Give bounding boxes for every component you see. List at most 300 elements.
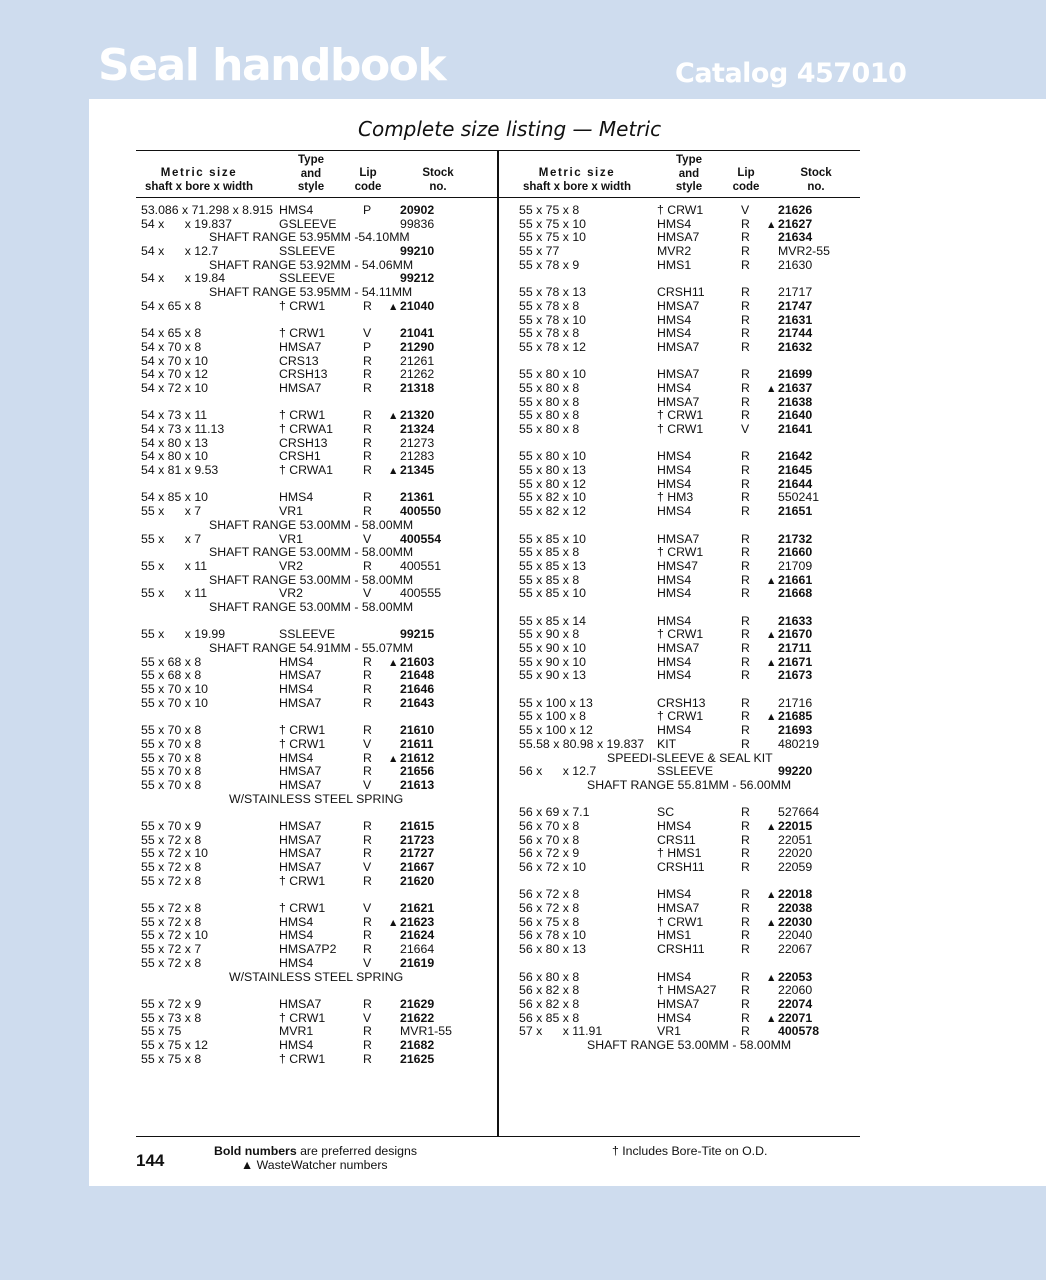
table-row — [519, 368, 864, 382]
wastewatcher-icon: ▲ — [766, 820, 777, 833]
note-text: SHAFT RANGE 53.95MM - 54.11MM — [209, 285, 413, 300]
type-cell: CRSH13 — [657, 695, 706, 710]
type-cell: HMS4 — [657, 504, 692, 519]
stock-cell — [766, 259, 812, 273]
type-cell: CRS13 — [279, 353, 319, 368]
group-spacer — [141, 710, 486, 724]
stock-cell — [388, 683, 434, 697]
group-spacer — [519, 957, 864, 971]
size-cell: 55 x 75 x 8 — [141, 1051, 202, 1066]
type-cell: MVR1 — [279, 1024, 314, 1039]
size-cell: 55 x 70 x 8 — [141, 777, 202, 792]
stock-cell — [766, 984, 812, 998]
type-cell: † CRW1 — [657, 709, 704, 724]
lip-cell: P — [363, 339, 372, 354]
type-cell: CRSH11 — [657, 860, 705, 874]
table-row — [519, 245, 864, 259]
size-cell: 55 x 75 x 10 — [519, 216, 586, 231]
stock-number: 21320 — [400, 408, 435, 423]
stock-number: 21747 — [778, 298, 813, 313]
type-cell: † CRW1 — [279, 723, 326, 738]
size-cell: 55 x 78 x 13 — [519, 285, 586, 300]
table-row — [141, 669, 486, 683]
stock-cell — [766, 615, 812, 629]
stock-number: 21619 — [400, 955, 435, 970]
table-row — [519, 450, 864, 464]
table-row — [519, 642, 864, 656]
lip-cell: R — [741, 983, 750, 998]
stock-number: 21613 — [400, 777, 435, 792]
stock-cell — [388, 738, 434, 752]
wastewatcher-legend: ▲ WasteWatcher numbers — [241, 1158, 388, 1172]
note-row — [519, 1039, 864, 1053]
stock-cell — [766, 423, 812, 437]
type-cell: HMS4 — [657, 654, 692, 669]
stock-number: 21643 — [400, 695, 435, 710]
lip-cell: R — [741, 463, 750, 478]
table-row — [141, 998, 486, 1012]
lip-cell: R — [741, 586, 750, 601]
lip-cell: R — [363, 723, 372, 738]
size-header: Metric size shaft x bore x width — [145, 167, 253, 193]
stock-number: 21671 — [778, 654, 813, 669]
table-row — [141, 423, 486, 437]
type-cell: HMSA7 — [279, 818, 322, 833]
type-cell: HMSA7 — [279, 380, 322, 395]
table-row — [141, 368, 486, 382]
table-row — [519, 546, 864, 560]
group-spacer — [141, 888, 486, 902]
type-cell: HMSA7 — [657, 901, 700, 916]
lip-header: Lip code — [732, 167, 760, 193]
type-cell: † CRW1 — [279, 901, 326, 916]
stock-cell — [388, 1053, 434, 1067]
stock-cell — [766, 806, 819, 820]
type-cell: SSLEEVE — [657, 764, 714, 779]
stock-number: 22030 — [778, 914, 813, 929]
stock-cell — [766, 669, 812, 683]
size-cell: 55 x 72 x 8 — [141, 914, 202, 929]
stock-number: 22074 — [778, 996, 813, 1011]
stock-cell — [388, 560, 441, 574]
stock-number: 400551 — [400, 558, 442, 573]
note-text: SHAFT RANGE 53.00MM - 58.00MM — [209, 517, 414, 532]
note-text: W/STAINLESS STEEL SPRING — [229, 791, 404, 806]
size-cell: 54 x 65 x 8 — [141, 326, 202, 341]
table-row — [141, 779, 486, 793]
type-cell: HMS4 — [279, 1037, 314, 1052]
size-cell: 56 x 80 x 13 — [519, 942, 586, 957]
stock-header: Stock no. — [800, 167, 832, 193]
type-cell: HMSA7P2 — [279, 942, 337, 957]
lip-cell: V — [363, 531, 372, 546]
group-spacer — [141, 478, 486, 492]
lip-cell: R — [741, 408, 750, 423]
type-cell: VR1 — [657, 1024, 681, 1039]
stock-cell — [388, 437, 434, 451]
size-cell: 55 x 70 x 8 — [141, 764, 202, 779]
lip-cell: R — [741, 558, 750, 573]
lip-cell: R — [741, 709, 750, 724]
stock-number: 22067 — [778, 942, 813, 957]
size-cell: 55 x 100 x 8 — [519, 709, 586, 724]
stock-cell — [388, 464, 434, 479]
size-cell: 55 x 70 x 9 — [141, 818, 202, 833]
size-cell: 54 x 70 x 10 — [141, 353, 208, 368]
table-row — [141, 820, 486, 834]
lip-cell: R — [363, 654, 372, 669]
type-cell: † HMS1 — [657, 846, 702, 861]
size-cell: 55 x 72 x 8 — [141, 955, 202, 970]
lip-cell: R — [363, 818, 372, 833]
stock-cell — [388, 669, 434, 683]
catalog-number: Catalog 457010 — [675, 58, 907, 89]
note-text: W/STAINLESS STEEL SPRING — [229, 969, 404, 984]
size-cell: 56 x 70 x 8 — [519, 818, 580, 833]
stock-number: 21711 — [778, 641, 812, 655]
lip-cell: R — [741, 216, 750, 231]
table-row — [519, 204, 864, 218]
group-spacer — [141, 806, 486, 820]
note-row — [141, 231, 486, 245]
lip-cell: R — [741, 367, 750, 382]
type-cell: HMSA7 — [279, 846, 322, 861]
table-row — [519, 218, 864, 232]
bold-legend-label: Bold numbers — [214, 1144, 297, 1158]
stock-number: 21685 — [778, 709, 813, 724]
table-row — [519, 574, 864, 588]
lip-cell: R — [741, 1024, 750, 1039]
stock-number: 21661 — [778, 572, 813, 587]
type-cell: HMS4 — [657, 586, 692, 601]
table-row — [519, 998, 864, 1012]
note-row — [141, 574, 486, 588]
table-row — [141, 204, 486, 218]
size-cell: 55 x 75 x 8 — [519, 203, 580, 217]
stock-number: 21682 — [400, 1037, 435, 1052]
table-row — [141, 929, 486, 943]
type-cell: VR1 — [279, 504, 303, 519]
stock-cell — [766, 300, 812, 314]
note-row — [141, 793, 486, 807]
lip-cell: R — [741, 901, 750, 916]
stock-cell — [388, 450, 434, 464]
type-cell: HMS4 — [657, 613, 692, 628]
lip-cell: R — [741, 531, 750, 546]
size-cell: 55 x 82 x 10 — [519, 490, 586, 505]
size-cell: 55 x x 11 — [141, 586, 208, 601]
stock-number: 21664 — [400, 942, 435, 957]
stock-cell — [388, 587, 441, 601]
stock-number: 400554 — [400, 531, 442, 546]
stock-number: 400555 — [400, 586, 442, 601]
size-cell: 55 x 80 x 10 — [519, 367, 586, 382]
size-cell: 55 x 78 x 9 — [519, 257, 580, 272]
type-cell: HMS4 — [657, 326, 692, 341]
size-cell: 55 x 85 x 10 — [519, 531, 586, 546]
type-cell: CRSH1 — [279, 449, 321, 464]
size-cell: 55 x 78 x 8 — [519, 298, 580, 313]
type-cell: HMS4 — [657, 818, 692, 833]
type-cell: HMS4 — [657, 216, 692, 231]
stock-number: 21615 — [400, 818, 435, 833]
table-row — [519, 259, 864, 273]
stock-number: 21633 — [778, 613, 813, 628]
table-row — [519, 834, 864, 848]
lip-cell: V — [363, 777, 372, 792]
type-cell: † CRW1 — [279, 736, 326, 751]
lip-cell: R — [363, 996, 372, 1011]
table-row — [519, 587, 864, 601]
type-cell: CRSH11 — [657, 942, 705, 957]
stock-number: 21610 — [400, 723, 435, 738]
note-text: SHAFT RANGE 53.00MM - 58.00MM — [209, 599, 414, 614]
stock-number: 400578 — [778, 1024, 820, 1039]
stock-cell — [388, 204, 434, 218]
type-cell: VR1 — [279, 531, 303, 546]
lip-cell: R — [363, 750, 372, 765]
size-cell: 55.58 x 80.98 x 19.837 — [519, 736, 645, 751]
lip-cell: R — [363, 942, 372, 957]
size-cell: 55 x 100 x 13 — [519, 695, 593, 710]
type-cell: † CRW1 — [279, 1051, 326, 1066]
size-cell: 56 x 69 x 7.1 — [519, 805, 590, 820]
wastewatcher-icon: ▲ — [388, 410, 399, 423]
stock-cell — [766, 286, 812, 300]
lip-cell: R — [741, 230, 750, 245]
table-row — [519, 478, 864, 492]
size-cell: 56 x x 12.7 — [519, 764, 597, 779]
size-cell: 55 x 80 x 8 — [519, 408, 580, 423]
stock-cell — [766, 1025, 819, 1039]
stock-cell — [766, 834, 812, 848]
type-cell: † CRWA1 — [279, 422, 333, 436]
stock-number: 21283 — [400, 449, 435, 464]
size-cell: 55 x 72 x 8 — [141, 901, 202, 916]
size-cell: 56 x 82 x 8 — [519, 996, 580, 1011]
table-row — [519, 971, 864, 985]
type-cell: HMSA7 — [279, 777, 322, 792]
stock-number: 22018 — [778, 887, 813, 902]
table-row — [141, 560, 486, 574]
table-row — [519, 341, 864, 355]
wastewatcher-icon: ▲ — [766, 218, 777, 231]
stock-cell — [388, 943, 434, 957]
table-row — [141, 464, 486, 478]
stock-number: 21625 — [400, 1051, 435, 1066]
stock-cell — [388, 820, 434, 834]
stock-number: 21670 — [778, 627, 813, 642]
wastewatcher-icon: ▲ — [766, 711, 777, 724]
lip-cell: R — [741, 969, 750, 984]
table-row — [519, 314, 864, 328]
stock-number: 21667 — [400, 860, 435, 874]
type-cell: HMSA7 — [279, 996, 322, 1011]
type-cell: HMSA7 — [279, 832, 322, 847]
size-cell: 55 x 70 x 8 — [141, 723, 202, 738]
note-text: SHAFT RANGE 53.00MM - 58.00MM — [209, 572, 414, 587]
type-cell: † CRW1 — [279, 873, 326, 888]
stock-cell — [388, 834, 434, 848]
size-cell: 55 x 70 x 10 — [141, 695, 208, 710]
lip-cell: R — [741, 942, 750, 957]
stock-cell — [388, 724, 434, 738]
size-header: Metric size shaft x bore x width — [523, 167, 631, 193]
table-row — [519, 409, 864, 423]
type-cell: HMSA7 — [657, 339, 700, 354]
stock-number: 21709 — [778, 558, 813, 573]
stock-cell — [766, 738, 819, 752]
group-spacer — [141, 984, 486, 998]
size-cell: 56 x 70 x 8 — [519, 832, 580, 847]
stock-number: 22053 — [778, 969, 813, 984]
table-row — [141, 847, 486, 861]
lip-cell: R — [741, 887, 750, 902]
stock-cell — [766, 929, 812, 943]
lip-cell: R — [363, 408, 372, 423]
group-spacer — [519, 437, 864, 451]
lip-cell: R — [741, 476, 750, 491]
lip-cell: R — [741, 326, 750, 341]
stock-cell — [766, 341, 812, 355]
size-cell: 55 x 78 x 12 — [519, 339, 586, 354]
lip-cell: R — [363, 682, 372, 697]
size-cell: 55 x 75 x 12 — [141, 1037, 208, 1052]
stock-cell — [766, 450, 812, 464]
stock-cell — [766, 642, 812, 656]
stock-cell — [388, 341, 434, 355]
size-cell: 54 x 65 x 8 — [141, 298, 202, 313]
table-row — [519, 628, 864, 642]
type-cell: SSLEEVE — [279, 271, 336, 286]
size-cell: 55 x 80 x 8 — [519, 422, 580, 436]
table-row — [141, 875, 486, 889]
stock-cell — [766, 998, 812, 1012]
lip-cell: R — [363, 504, 372, 519]
type-cell: HMS4 — [279, 490, 314, 505]
lip-cell: R — [363, 422, 372, 436]
stock-cell — [388, 368, 434, 382]
stock-cell — [388, 1039, 434, 1053]
stock-number: 21644 — [778, 476, 813, 491]
size-cell: 54 x x 12.7 — [141, 244, 219, 259]
size-cell: 55 x 75 — [141, 1024, 182, 1039]
size-cell: 54 x 80 x 10 — [141, 449, 208, 464]
lip-cell: V — [363, 901, 372, 916]
lip-cell: R — [363, 668, 372, 683]
stock-number: 99836 — [400, 216, 435, 231]
stock-cell — [388, 300, 434, 315]
size-cell: 53.086 x 71.298 x 8.915 — [141, 203, 273, 217]
type-cell: † HMSA27 — [657, 983, 717, 998]
wastewatcher-icon: ▲ — [766, 382, 777, 395]
size-cell: 54 x 85 x 10 — [141, 490, 208, 505]
size-cell: 54 x 81 x 9.53 — [141, 463, 219, 478]
lip-cell: R — [741, 380, 750, 395]
table-row — [519, 382, 864, 396]
stock-number: 22038 — [778, 901, 813, 916]
table-row — [141, 1012, 486, 1026]
lip-cell: R — [741, 490, 750, 505]
lip-cell: R — [363, 846, 372, 861]
stock-cell — [766, 368, 812, 382]
type-cell: HMS4 — [657, 572, 692, 587]
stock-number: 21361 — [400, 490, 435, 505]
size-cell: 55 x 77 — [519, 244, 560, 259]
size-cell: 55 x 72 x 8 — [141, 873, 202, 888]
type-cell: HMSA7 — [657, 394, 700, 409]
note-row — [141, 519, 486, 533]
lip-cell: R — [741, 668, 750, 683]
type-cell: HMSA7 — [279, 695, 322, 710]
table-row — [141, 1039, 486, 1053]
table-row — [141, 505, 486, 519]
table-row — [141, 861, 486, 875]
size-cell: 56 x 72 x 8 — [519, 887, 580, 902]
type-cell: HMS4 — [657, 1010, 692, 1025]
table-row — [141, 957, 486, 971]
type-cell: HMSA7 — [657, 230, 700, 245]
table-row — [519, 533, 864, 547]
type-cell: † CRW1 — [279, 408, 326, 423]
table-row — [141, 752, 486, 766]
lip-cell: R — [741, 695, 750, 710]
stock-cell — [766, 396, 812, 410]
stock-number: 22059 — [778, 860, 813, 874]
type-cell: HMS4 — [657, 887, 692, 902]
bold-legend-text: are preferred designs — [296, 1144, 417, 1158]
stock-cell — [388, 245, 434, 259]
type-cell: HMS4 — [657, 463, 692, 478]
size-cell: 55 x 68 x 8 — [141, 654, 202, 669]
note-row — [141, 286, 486, 300]
stock-number: 21623 — [400, 914, 435, 929]
table-row — [519, 738, 864, 752]
type-cell: HMS1 — [657, 257, 692, 272]
table-row — [141, 834, 486, 848]
type-cell: CRSH11 — [657, 285, 705, 300]
group-spacer — [141, 615, 486, 629]
type-cell: HMS1 — [657, 928, 692, 943]
type-cell: HMS4 — [279, 750, 314, 765]
type-cell: SSLEEVE — [279, 244, 336, 259]
size-cell: 55 x 73 x 8 — [141, 1010, 202, 1025]
lip-cell: R — [741, 736, 750, 751]
size-cell: 55 x x 7 — [141, 504, 202, 519]
handbook-title: Seal handbook — [98, 40, 446, 91]
type-cell: † CRW1 — [279, 298, 326, 313]
right-size-list — [519, 204, 864, 1053]
stock-cell — [388, 327, 434, 341]
stock-number: 400550 — [400, 504, 442, 519]
stock-number: 21611 — [400, 736, 434, 751]
size-cell: 54 x x 19.837 — [141, 216, 232, 231]
lip-header: Lip code — [354, 167, 382, 193]
size-cell: 55 x 85 x 10 — [519, 586, 586, 601]
table-row — [141, 409, 486, 423]
lip-cell: R — [363, 695, 372, 710]
stock-cell — [388, 355, 434, 369]
lip-cell: V — [363, 326, 372, 341]
lip-cell: R — [363, 463, 372, 478]
lip-cell: R — [363, 298, 372, 313]
lip-cell: V — [741, 422, 750, 436]
wastewatcher-icon: ▲ — [766, 1012, 777, 1025]
type-cell: HMSA7 — [279, 339, 322, 354]
lip-cell: R — [363, 764, 372, 779]
lip-cell: R — [741, 545, 750, 560]
stock-number: 21699 — [778, 367, 813, 382]
